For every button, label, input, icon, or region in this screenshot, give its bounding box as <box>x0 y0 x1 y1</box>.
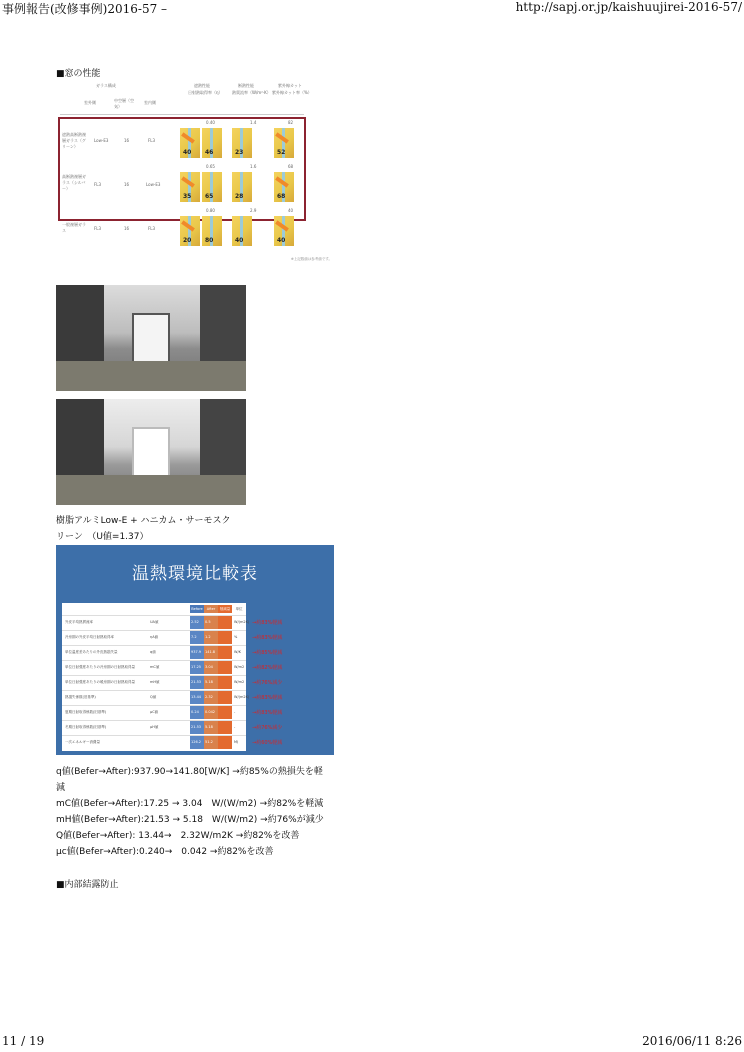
solar-tile <box>202 216 222 246</box>
thermal-unit: W/(m2K) <box>234 620 250 624</box>
thermal-after-value: 141.8 <box>205 650 216 654</box>
thermal-row <box>62 630 246 644</box>
body-text-line: mH値(Befer→After):21.53 → 5.18 W/(W/m2) →約76%が減少 <box>56 815 324 825</box>
col-header-after: After <box>204 605 218 613</box>
body-text-line: q値(Befer→After):937.90→141.80[W/K] →約85%の熱損失を軽 <box>56 767 323 777</box>
thermal-symbol: Q値 <box>150 695 157 699</box>
thermal-unit: % <box>234 635 238 639</box>
print-datetime: 2016/06/11 8:26 <box>642 1034 742 1048</box>
thermal-after-value: 2.32 <box>205 695 213 699</box>
thermal-row <box>62 660 246 674</box>
window-row <box>60 208 304 248</box>
thermal-after <box>204 706 218 719</box>
thermal-unit: W/(m2K) <box>234 695 250 699</box>
thermal-before <box>190 721 204 734</box>
thermal-result: →約60%軽減 <box>252 740 283 746</box>
thermal-item: 熱損失係数(旧基準) <box>65 695 96 699</box>
room-photo-before <box>56 285 246 391</box>
thermal-before <box>190 646 204 659</box>
thermal-unit: W/m2 <box>234 680 245 684</box>
solar-tile <box>180 172 200 202</box>
thermal-before-value: 21.53 <box>191 725 202 729</box>
photo-floor <box>56 361 246 391</box>
thermal-result: →約83%軽減 <box>252 635 283 641</box>
uv-tile <box>274 128 294 158</box>
thermal-symbol: mC値 <box>150 665 160 669</box>
glass-name: 一般複層ガラス <box>62 222 86 233</box>
thermal-result: →約85%軽減 <box>252 650 283 656</box>
table-header-in: 室内側 <box>144 100 156 105</box>
tile-value: 80 <box>205 237 214 244</box>
glass-in: FL3 <box>148 226 156 231</box>
glass-mid: 16 <box>124 226 130 231</box>
thermal-symbol: mH値 <box>150 680 160 684</box>
window-row <box>60 120 304 160</box>
photo-caption: リーン （U値=1.37） <box>56 532 149 542</box>
thermal-item: 冷房期の外皮平均日射熱取得率 <box>65 635 114 639</box>
table-header-ins-sub: 熱貫流率（W/m²·K） <box>232 90 271 95</box>
thermal-diff <box>218 691 232 704</box>
tile-value: 40 <box>235 237 244 244</box>
thermal-diff <box>218 736 232 749</box>
thermal-item: 夏期日射取得係数(旧基準) <box>65 710 107 714</box>
table-footnote: ※上記数値は参考値です。 <box>290 257 332 261</box>
thermal-before-value: 21.53 <box>191 680 202 684</box>
thermal-after <box>204 646 218 659</box>
thermal-after-value: 51.2 <box>205 740 213 744</box>
thermal-row <box>62 705 246 719</box>
thermal-unit: MJ <box>234 740 239 744</box>
thermal-diff <box>218 721 232 734</box>
thermal-item: 外皮平均熱貫流率 <box>65 620 93 624</box>
glass-out: Low-E3 <box>94 138 109 143</box>
thermal-before <box>190 736 204 749</box>
thermal-row <box>62 690 250 704</box>
thermal-result: →約76%減少 <box>252 725 283 731</box>
thermal-before-value: 126.2 <box>191 740 202 744</box>
thermal-before-value: 2.52 <box>191 620 199 624</box>
thermal-before-value: 0.24 <box>191 710 199 714</box>
tile-value: 20 <box>183 237 192 244</box>
photo-floor <box>56 475 246 505</box>
photo-caption: 樹脂アルミLow-E + ハニカム・サーモスク <box>56 516 231 526</box>
insulation-value: 1.4 <box>250 120 257 125</box>
body-text-line: μc値(Befer→After):0.240→ 0.042 →約82%を改善 <box>56 847 274 857</box>
thermal-unit: W/m2 <box>234 665 245 669</box>
glass-in: FL3 <box>148 138 156 143</box>
body-text-line: mC値(Befer→After):17.25 → 3.04 W/(W/m2) →約82%を軽減 <box>56 799 324 809</box>
thermal-after <box>204 691 218 704</box>
table-header-uv-sub: 紫外線カット率（%） <box>272 90 312 95</box>
glass-out: FL3 <box>94 182 102 187</box>
col-header-diff: 削減量 <box>219 607 231 611</box>
thermal-diff <box>218 616 232 629</box>
thermal-unit: W/K <box>234 650 241 654</box>
thermal-after <box>204 661 218 674</box>
window-row <box>60 164 304 204</box>
tile-value: 28 <box>235 193 244 200</box>
thermal-symbol: UA値 <box>150 620 159 624</box>
glass-out: FL3 <box>94 226 102 231</box>
thermal-after-value: 5.18 <box>205 725 213 729</box>
body-text-line: Q値(Befer→After): 13.44→ 2.32W/m2K →約82%を改善 <box>56 831 300 841</box>
thermal-diff <box>218 646 232 659</box>
thermal-item: 単位日射強度あたりの暖房期の日射熱取得量 <box>65 680 135 684</box>
photo-window <box>132 313 170 363</box>
thermal-before <box>190 631 204 644</box>
thermal-row <box>62 645 246 659</box>
section-heading-condensation: ■内部結露防止 <box>56 880 119 890</box>
glass-mid: 16 <box>124 138 130 143</box>
thermal-unit: - <box>234 725 236 729</box>
page-header-title: 事例報告(改修事例)2016-57 – <box>2 2 168 16</box>
thermal-diff <box>218 676 232 689</box>
glass-name: 高断熱複層ガラス（シルバー） <box>62 174 86 191</box>
thermal-item: 単位温度差あたりの外皮熱損失量 <box>65 650 118 654</box>
tile-value: 46 <box>205 149 214 156</box>
page-number: 11 / 19 <box>2 1034 45 1048</box>
thermal-after <box>204 631 218 644</box>
thermal-diff <box>218 706 232 719</box>
thermal-title: 温熱環境比較表 <box>132 564 258 584</box>
thermal-before-value: 7.2 <box>191 635 197 639</box>
thermal-after-value: 0.5 <box>205 620 211 624</box>
thermal-before <box>190 691 204 704</box>
thermal-result: →約83%軽減 <box>252 710 283 716</box>
tile-value: 52 <box>277 149 286 156</box>
thermal-result: →約83%軽減 <box>252 620 283 626</box>
solar-value: 0.65 <box>206 164 215 169</box>
tile-value: 40 <box>183 149 192 156</box>
window-performance-figure <box>56 80 336 262</box>
table-header-glass: ガラス構成 <box>96 83 116 88</box>
divider <box>60 114 304 115</box>
insulation-value: 2.9 <box>250 208 257 213</box>
thermal-before <box>190 616 204 629</box>
tile-value: 40 <box>277 237 286 244</box>
thermal-before <box>190 706 204 719</box>
glass-mid: 16 <box>124 182 130 187</box>
thermal-after-value: 0.042 <box>205 710 216 714</box>
thermal-item: 一次エネルギー消費量 <box>65 740 100 744</box>
col-header-unit: 単位 <box>232 605 246 613</box>
thermal-before-value: 17.25 <box>191 665 202 669</box>
table-header-mid: 中空層（空気） <box>114 98 134 109</box>
uv-value: 82 <box>288 120 294 125</box>
photo-window <box>132 427 170 477</box>
thermal-table <box>62 603 250 751</box>
solar-tile <box>180 216 200 246</box>
thermal-after <box>204 616 218 629</box>
thermal-result: →約83%軽減 <box>252 695 283 701</box>
thermal-row <box>62 675 246 689</box>
thermal-symbol: q値 <box>150 650 156 654</box>
col-header-before: Before <box>191 607 203 611</box>
insulation-tile <box>232 172 252 202</box>
uv-value: 68 <box>288 164 294 169</box>
thermal-result: →約76%減少 <box>252 680 283 686</box>
tile-value: 65 <box>205 193 214 200</box>
thermal-item: 単位日射強度あたりの冷房期の日射熱取得量 <box>65 665 135 669</box>
thermal-row <box>62 720 246 734</box>
uv-tile <box>274 172 294 202</box>
thermal-diff <box>218 631 232 644</box>
solar-tile <box>202 172 222 202</box>
thermal-before-value: 13.44 <box>191 695 202 699</box>
body-text-line: 減 <box>56 783 66 793</box>
thermal-symbol: μH値 <box>150 725 159 729</box>
solar-value: 0.80 <box>206 208 215 213</box>
thermal-after <box>204 736 218 749</box>
tile-value: 35 <box>183 193 192 200</box>
insulation-tile <box>232 128 252 158</box>
thermal-before <box>190 661 204 674</box>
table-header-out: 室外側 <box>84 100 96 105</box>
table-header-ins: 断熱性能 <box>238 83 254 88</box>
thermal-after-value: 1.2 <box>205 635 211 639</box>
thermal-comparison-panel <box>56 545 334 755</box>
thermal-after <box>204 721 218 734</box>
thermal-after <box>204 676 218 689</box>
insulation-tile <box>232 216 252 246</box>
thermal-after-value: 3.04 <box>205 665 213 669</box>
thermal-before <box>190 676 204 689</box>
thermal-item: 冬期日射取得係数(旧基準) <box>65 725 107 729</box>
thermal-symbol: ηA値 <box>150 635 159 639</box>
tile-value: 23 <box>235 149 244 156</box>
section-heading-window: ■窓の性能 <box>56 69 101 79</box>
solar-tile <box>202 128 222 158</box>
table-header-solar-sub: 日射熱取得率（η） <box>188 90 223 95</box>
glass-name: 遮熱高断熱複層ガラス（グリーン） <box>62 132 86 149</box>
thermal-row <box>62 615 250 629</box>
uv-tile <box>274 216 294 246</box>
room-photo-after <box>56 399 246 505</box>
table-header-solar: 遮熱性能 <box>194 83 210 88</box>
page-header-url[interactable]: http://sapj.or.jp/kaishuujirei-2016-57/ <box>515 0 742 14</box>
solar-value: 0.40 <box>206 120 215 125</box>
solar-tile <box>180 128 200 158</box>
glass-in: Low-E3 <box>146 182 161 187</box>
thermal-row <box>62 735 246 749</box>
table-header-uv: 紫外線カット <box>278 83 302 88</box>
thermal-after-value: 5.18 <box>205 680 213 684</box>
thermal-result: →約82%軽減 <box>252 665 283 671</box>
thermal-before-value: 937.9 <box>191 650 202 654</box>
insulation-value: 1.6 <box>250 164 257 169</box>
uv-value: 40 <box>288 208 294 213</box>
tile-value: 68 <box>277 193 286 200</box>
thermal-diff <box>218 661 232 674</box>
thermal-symbol: μC値 <box>150 710 159 714</box>
thermal-unit: - <box>234 710 236 714</box>
